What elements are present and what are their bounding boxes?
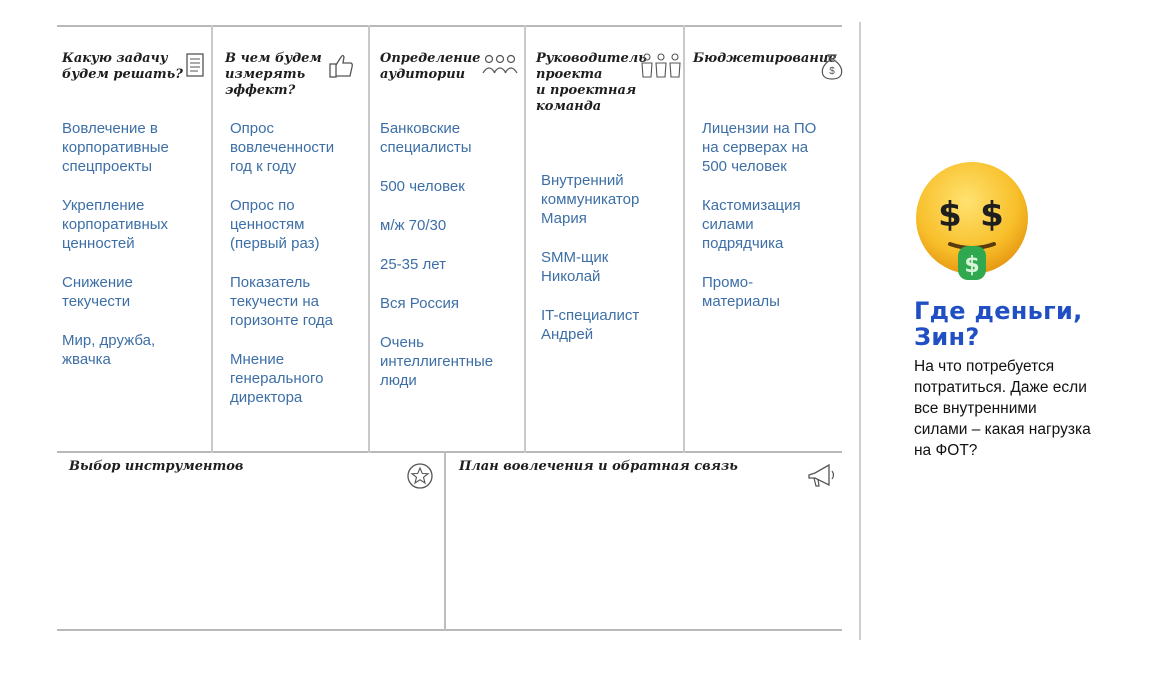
list-item: Вся Россия — [380, 295, 459, 312]
bottom-divider — [444, 451, 446, 631]
list-item: SMM-щик Николай — [541, 249, 609, 285]
middle-border — [57, 451, 842, 453]
thumbs-up-icon — [326, 51, 356, 81]
tools-title: Выбор инструментов — [69, 459, 244, 474]
list-item: 25-35 лет — [380, 256, 446, 273]
money-bag-icon — [817, 51, 847, 81]
side-panel — [914, 160, 1164, 461]
list-item: Мир, дружба, жвачка — [62, 332, 156, 368]
bottom-border — [57, 629, 842, 631]
team-icon — [639, 51, 683, 81]
col-divider-2 — [368, 25, 370, 453]
column-title: Руководитель проекта и проектная команда — [536, 51, 647, 114]
list-item: Опрос по ценностям (первый раз) — [230, 197, 320, 252]
top-border — [57, 25, 842, 27]
megaphone-icon — [805, 461, 837, 491]
scroll-icon — [180, 51, 210, 81]
svg-text:$: $ — [964, 253, 980, 278]
col-divider-3 — [524, 25, 526, 453]
list-item: Очень интеллигентные люди — [380, 334, 494, 389]
list-item: м/ж 70/30 — [380, 217, 447, 234]
list-item: Банковские специалисты — [380, 120, 472, 156]
column-title: Определение аудитории — [380, 51, 481, 82]
list-item: Мнение генерального директора — [230, 351, 324, 406]
list-item: Укрепление корпоративных ценностей — [62, 197, 169, 252]
list-item: Вовлечение в корпоративные спецпроекты — [62, 120, 169, 175]
svg-text:$: $ — [938, 195, 962, 235]
vertical-separator — [859, 22, 861, 640]
list-item: Внутренний коммуникатор Мария — [541, 172, 640, 227]
money-mouth-face-icon — [914, 160, 1032, 284]
column-title: Бюджетирование — [693, 51, 837, 66]
engagement-plan-title: План вовлечения и обратная связь — [459, 459, 738, 474]
svg-text:$: $ — [980, 195, 1004, 235]
svg-text:$: $ — [829, 66, 835, 77]
col-divider-4 — [683, 25, 685, 453]
list-item: Опрос вовлеченности год к году — [230, 120, 335, 175]
list-item: 500 человек — [380, 178, 465, 195]
list-item: IT-специалист Андрей — [541, 307, 640, 343]
side-heading: Где деньги, Зин? — [914, 297, 1083, 351]
people-icon — [480, 51, 520, 81]
column-title: В чем будем измерять эффект? — [225, 51, 322, 98]
project-canvas — [57, 25, 842, 637]
col-divider-1 — [211, 25, 213, 453]
list-item: Снижение текучести — [62, 274, 133, 310]
list-item: Показатель текучести на горизонте года — [230, 274, 334, 329]
star-icon — [405, 461, 435, 491]
side-description: На что потребуется потратиться. Даже если все внутренними силами – какая нагрузка на ФОТ? — [914, 358, 1091, 459]
list-item: Кастомизация силами подрядчика — [702, 197, 801, 252]
list-item: Промо- материалы — [702, 274, 780, 310]
list-item: Лицензии на ПО на серверах на 500 человек — [702, 120, 817, 175]
column-title: Какую задачу будем решать? — [62, 51, 183, 82]
